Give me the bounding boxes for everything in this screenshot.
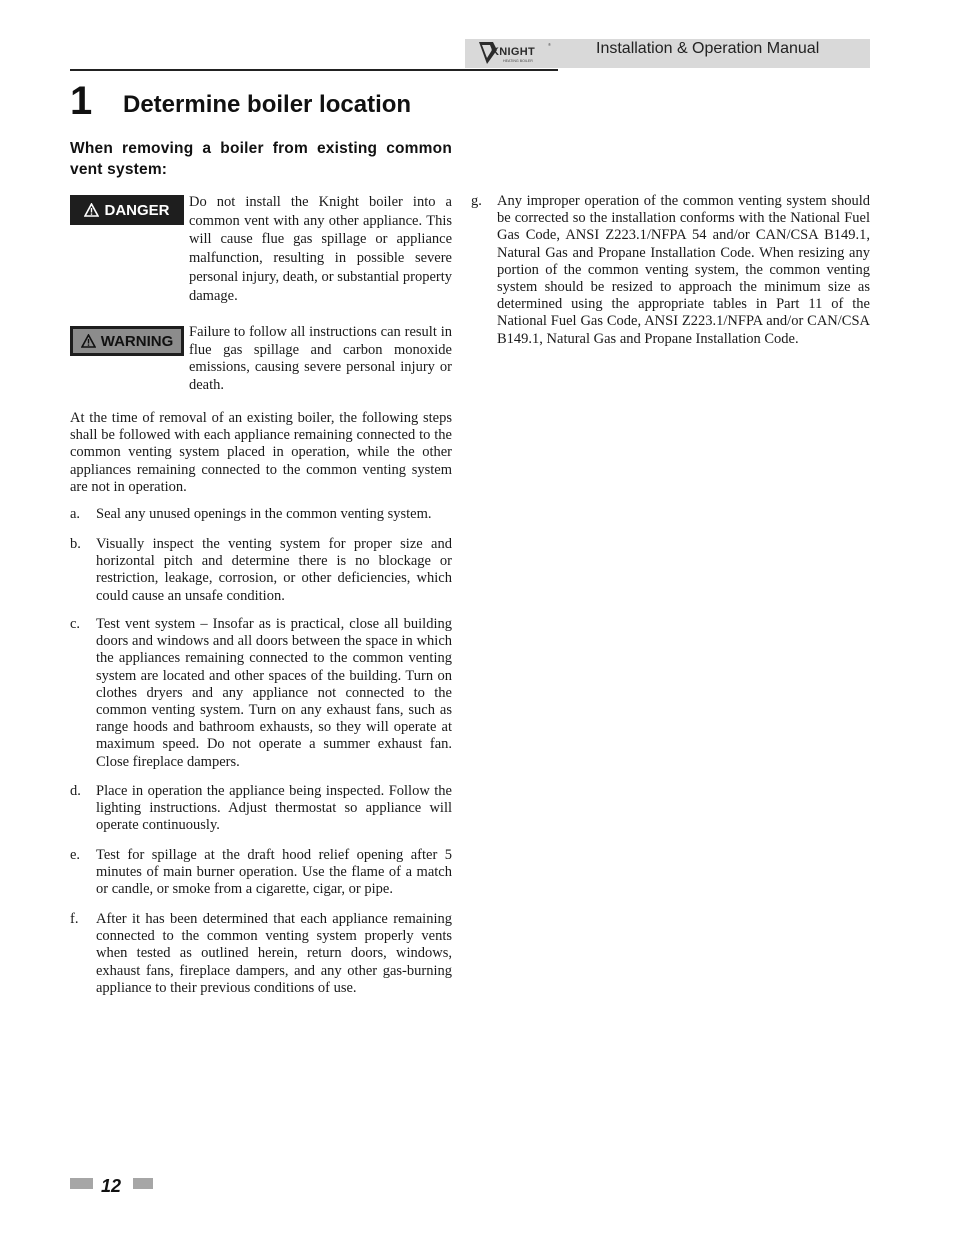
intro-paragraph: At the time of removal of an existing boiler, the following steps shall be followed with each appliance remaining connected to the common venting system placed in operation, while the other appliances remaining connected to the common venting system are not in operation. [70, 410, 452, 495]
list-item [70, 536, 452, 605]
list-item [70, 506, 452, 523]
brand-tagline: HEATING BOILER [503, 59, 533, 63]
footer-bar-left [70, 1178, 93, 1189]
warning-text: Failure to follow all instructions can result in flue gas spillage and carbon monoxide emissions, causing severe personal injury or death. [189, 324, 452, 393]
svg-text:®: ® [548, 42, 551, 47]
brand-wordmark: KNIGHT [491, 46, 535, 58]
warning-badge [70, 326, 184, 356]
list-item-letter: d. [70, 783, 81, 799]
list-item [70, 847, 452, 899]
list-item-text: Seal any unused openings in the common venting system. [96, 506, 432, 522]
section-number: 1 [70, 79, 93, 123]
list-item-text: Place in operation the appliance being inspected. Follow the lighting instructions. Adjust thermostat so appliance will operate continuously. [96, 783, 452, 834]
footer-bar-right [133, 1178, 153, 1189]
danger-label: DANGER [104, 201, 170, 219]
list-item-letter: e. [70, 847, 81, 863]
warning-triangle-icon [84, 203, 99, 217]
list-item-letter: c. [70, 616, 81, 632]
list-item-text: Any improper operation of the common venting system should be corrected so the installation conforms with the National Fuel Gas Code, ANSI Z223.1/NFPA 54 and/or CAN/CSA B149.1, Natural Gas and Propane Installation Code. When resizing any portion of the common venting system, the common venting system should be resized to approach the minimum size as determined using the appropriate tables in Part 11 of the National Fuel Gas Code, ANSI Z223.1/NFPA and/or CAN/CSA B149.1, Natural Gas and Propane Installation Code. [497, 193, 870, 347]
subheading: When removing a boiler from existing common vent system: [70, 140, 452, 178]
list-item-text: Test vent system – Insofar as is practical, close all building doors and windows and all doors between the space in which the appliances remaining connected to the common venting system are located and other spaces of the building. Turn on clothes dryers and any appliance not connected to the common venting system. Turn on any exhaust fans, such as range hoods and bathroom exhausts, so they will operate at maximum speed. Do not operate a summer exhaust fan. Close fireplace dampers. [96, 616, 452, 770]
header-rule [70, 69, 558, 71]
warning-label: WARNING [100, 332, 174, 350]
danger-badge [70, 195, 184, 225]
list-item-letter: f. [70, 911, 79, 927]
manual-title: Installation & Operation Manual [596, 40, 820, 57]
list-item-text: Visually inspect the venting system for proper size and horizontal pitch and determine there is no blockage or restriction, leakage, corrosion, or other deficiencies, which could cause an unsafe condition. [96, 536, 452, 604]
warning-triangle-icon [81, 334, 96, 348]
danger-text: Do not install the Knight boiler into a common vent with any other appliance. This will cause flue gas spillage or appliance malfunction, resulting in possible severe personal injury, death, or substantial property damage. [189, 194, 452, 304]
section-title: Determine boiler location [123, 91, 412, 118]
list-item-letter: g. [471, 193, 482, 209]
list-item-letter: b. [70, 536, 81, 552]
list-item [70, 783, 452, 835]
page-number: 12 [101, 1176, 122, 1196]
list-item-text: After it has been determined that each appliance remaining connected to the common venting system properly vents when tested as outlined herein, return doors, windows, exhaust fans, fireplace dampers, and any other gas-burning appliance to their previous conditions of use. [96, 911, 452, 996]
knight-logo [477, 40, 557, 66]
list-item-letter: a. [70, 506, 81, 522]
list-item [70, 911, 452, 997]
list-item [70, 616, 452, 771]
list-item [471, 193, 870, 348]
list-item-text: Test for spillage at the draft hood relief opening after 5 minutes of main burner operation. Use the flame of a match or candle, or smoke from a cigarette, cigar, or pipe. [96, 847, 452, 898]
